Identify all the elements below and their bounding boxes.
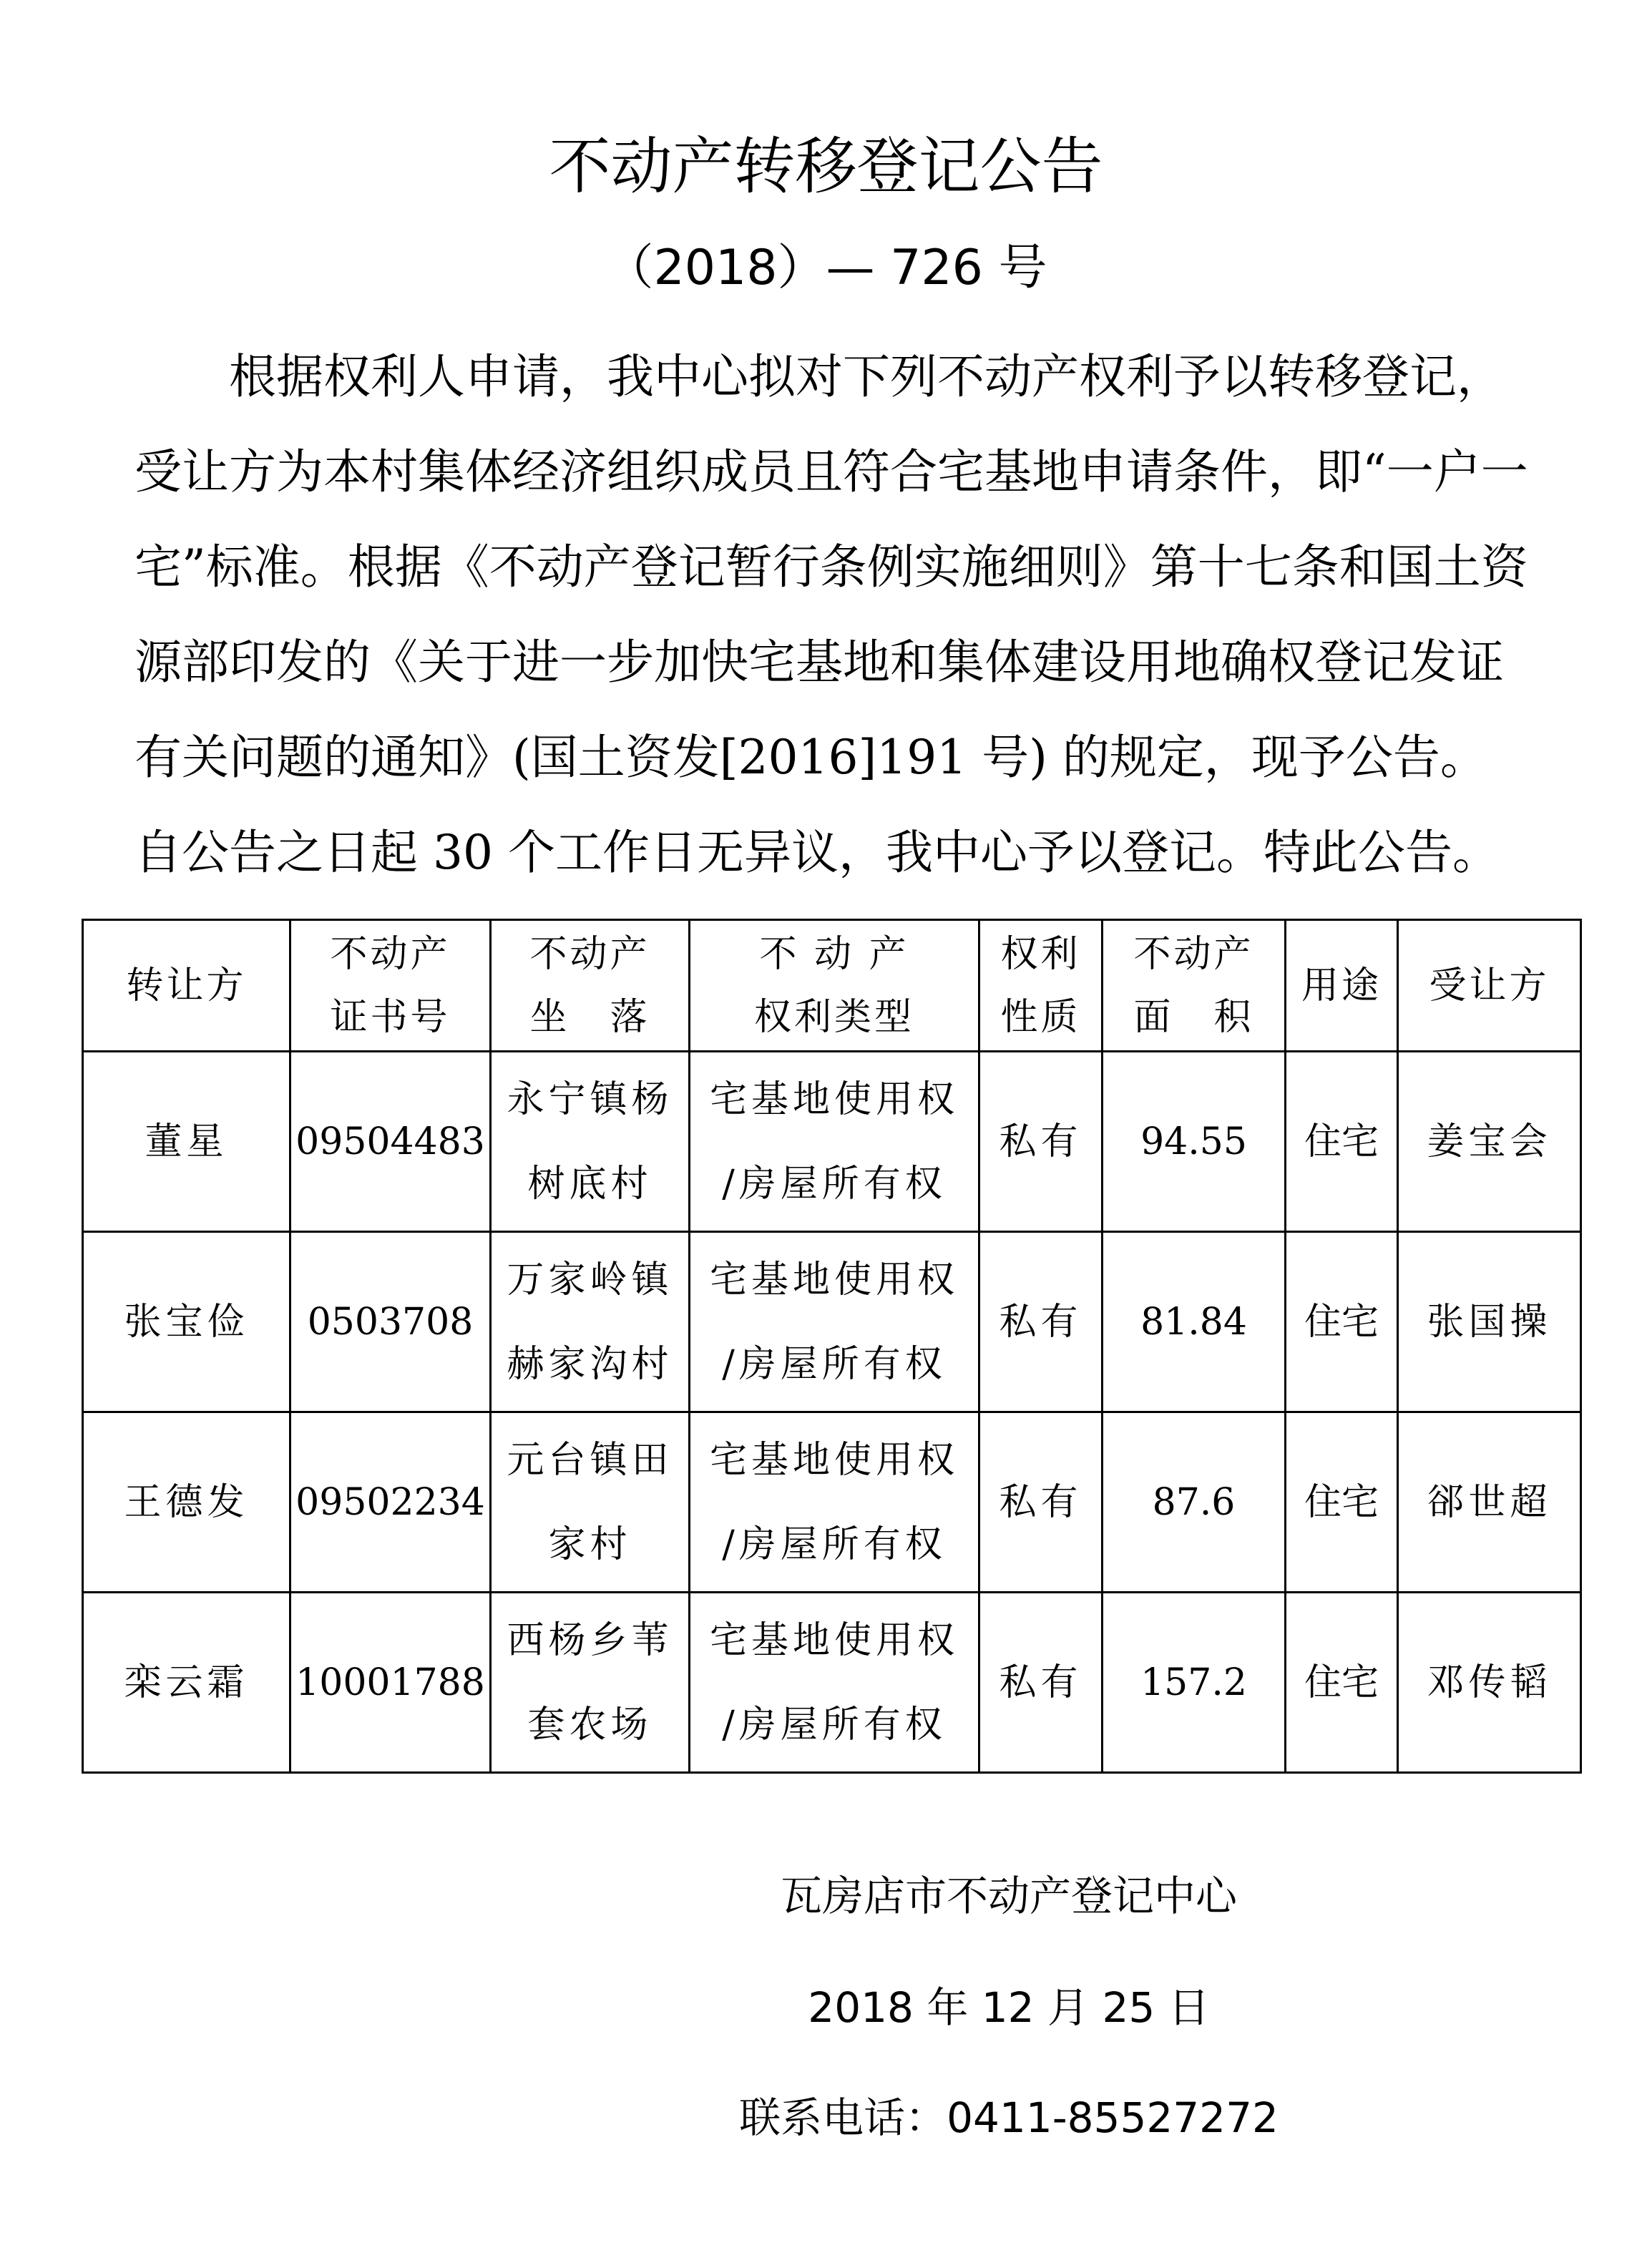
header-location: 不动产 坐 落 <box>491 920 690 1052</box>
cell-location: 永宁镇杨 树底村 <box>491 1052 690 1232</box>
cell-transferee: 张国操 <box>1398 1232 1581 1412</box>
contact-phone: 联系电话：0411-85527272 <box>739 2093 1279 2142</box>
header-area: 不动产 面 积 <box>1103 920 1286 1052</box>
header-transferee: 受让方 <box>1398 920 1581 1052</box>
cell-right-type: 宅基地使用权 /房屋所有权 <box>690 1593 979 1773</box>
cell-certificate-number: 09502234 <box>290 1412 491 1593</box>
announcement-paragraph: 根据权利人申请，我中心拟对下列不动产权利予以转移登记，受让方为本村集体经济组织成员且符合宅基地申请条件，即“一户一宅”标准。根据《不动产登记暂行条例实施细则》第十七条和国土资源部印发的《关于进一步加快宅基地和集体建设用地确权登记发证有关问题的通知》(国土资发[2016]191 号) 的规定，现予公告。 <box>135 349 1528 785</box>
cell-right-nature: 私有 <box>979 1412 1103 1593</box>
cell-right-type: 宅基地使用权 /房屋所有权 <box>690 1052 979 1232</box>
cell-usage: 住宅 <box>1286 1052 1398 1232</box>
announcement-body <box>135 329 1537 900</box>
transfer-records-table <box>82 919 1582 1774</box>
cell-location: 西杨乡苇 套农场 <box>491 1593 690 1773</box>
cell-transferor: 张宝俭 <box>83 1232 290 1412</box>
cell-right-nature: 私有 <box>979 1593 1103 1773</box>
cell-right-type: 宅基地使用权 /房屋所有权 <box>690 1412 979 1593</box>
cell-right-nature: 私有 <box>979 1232 1103 1412</box>
cell-certificate-number: 0503708 <box>290 1232 491 1412</box>
cell-location: 万家岭镇 赫家沟村 <box>491 1232 690 1412</box>
table-row <box>83 1232 1581 1412</box>
header-certificate-number: 不动产 证书号 <box>290 920 491 1052</box>
header-transferor: 转让方 <box>83 920 290 1052</box>
cell-transferee: 姜宝会 <box>1398 1052 1581 1232</box>
cell-usage: 住宅 <box>1286 1232 1398 1412</box>
cell-right-type: 宅基地使用权 /房屋所有权 <box>690 1232 979 1412</box>
issuing-organization: 瓦房店市不动产登记中心 <box>780 1872 1237 1920</box>
header-usage: 用途 <box>1286 920 1398 1052</box>
cell-usage: 住宅 <box>1286 1593 1398 1773</box>
cell-transferee: 郤世超 <box>1398 1412 1581 1593</box>
cell-transferor: 王德发 <box>83 1412 290 1593</box>
cell-area: 87.6 <box>1103 1412 1286 1593</box>
table-row <box>83 1052 1581 1232</box>
document-title: 不动产转移登记公告 <box>549 131 1103 202</box>
table-header-row <box>83 920 1581 1052</box>
table-row <box>83 1593 1581 1773</box>
cell-transferee: 邓传韬 <box>1398 1593 1581 1773</box>
document-number: （2018）— 726 号 <box>605 240 1047 296</box>
cell-area: 157.2 <box>1103 1593 1286 1773</box>
table-row <box>83 1412 1581 1593</box>
header-right-nature: 权利 性质 <box>979 920 1103 1052</box>
cell-transferor: 栾云霜 <box>83 1593 290 1773</box>
cell-area: 81.84 <box>1103 1232 1286 1412</box>
cell-usage: 住宅 <box>1286 1412 1398 1593</box>
cell-area: 94.55 <box>1103 1052 1286 1232</box>
header-right-type: 不 动 产 权利类型 <box>690 920 979 1052</box>
announcement-paragraph: 自公告之日起 30 个工作日无异议，我中心予以登记。特此公告。 <box>135 825 1500 880</box>
cell-location: 元台镇田 家村 <box>491 1412 690 1593</box>
cell-certificate-number: 10001788 <box>290 1593 491 1773</box>
cell-right-nature: 私有 <box>979 1052 1103 1232</box>
issue-date: 2018 年 12 月 25 日 <box>808 1983 1210 2032</box>
cell-certificate-number: 09504483 <box>290 1052 491 1232</box>
cell-transferor: 董星 <box>83 1052 290 1232</box>
